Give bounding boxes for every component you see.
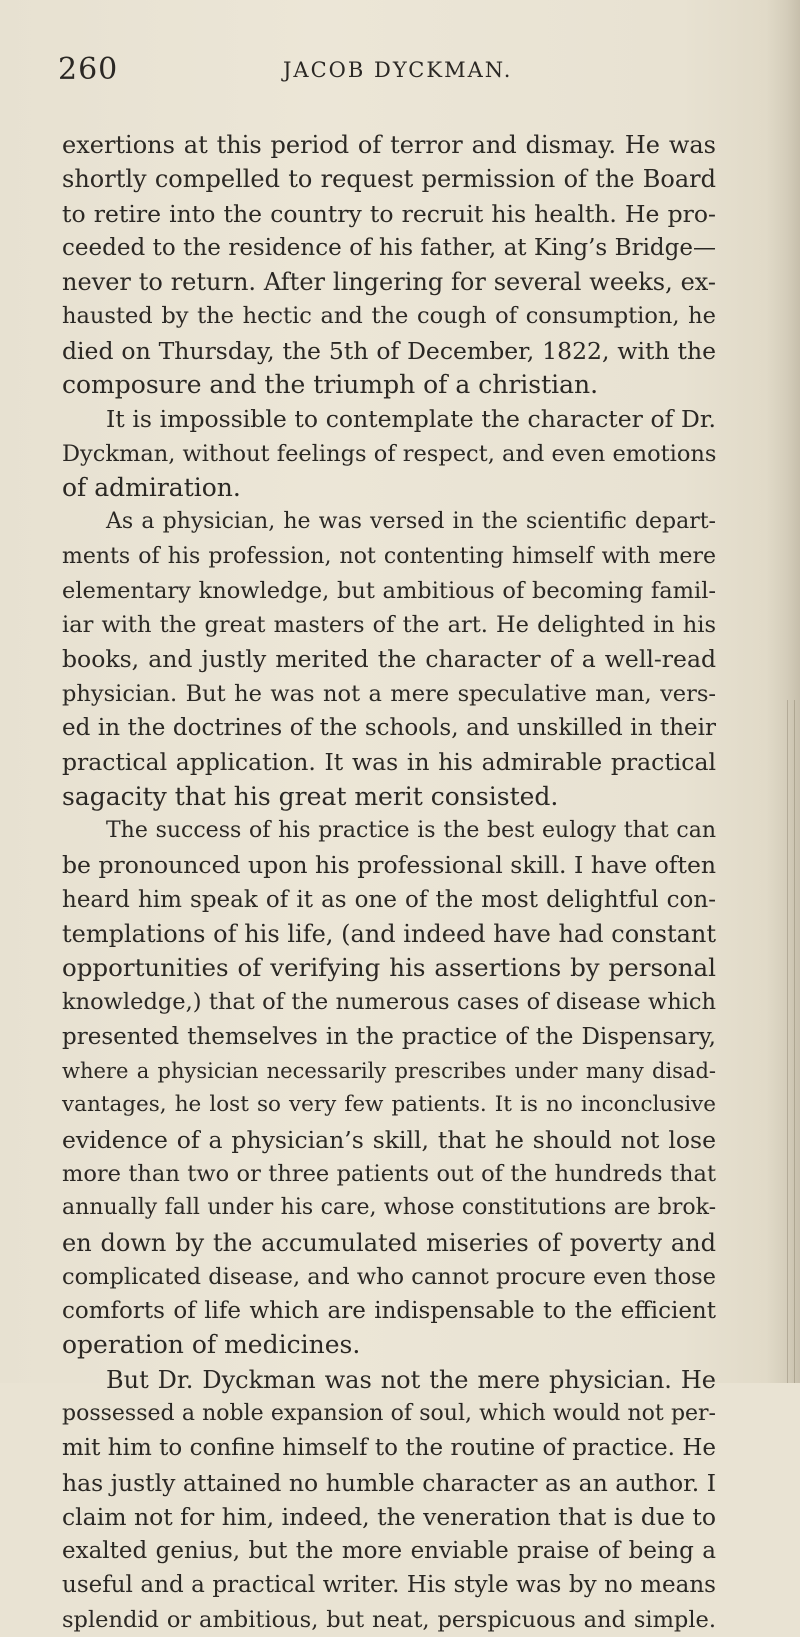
text-line: templations of his life, (and indeed have had constant [62, 919, 716, 948]
text-line: complicated disease, and who cannot procure even those [62, 1263, 716, 1290]
text-line: shortly compelled to request permission of the Board [62, 165, 716, 194]
text-line: practical application. It was in his admirable practical [62, 748, 716, 777]
page-edge-line [787, 700, 788, 1383]
text-line: annually fall under his care, whose constitutions are brok- [62, 1195, 716, 1221]
text-line: died on Thursday, the 5th of December, 1822, with the [62, 336, 716, 365]
text-line: exalted genius, but the more enviable praise of being a [62, 1538, 716, 1565]
text-line: hausted by the hectic and the cough of consumption, he [62, 303, 716, 330]
text-line: comforts of life which are indispensable to the efficient [62, 1298, 716, 1325]
text-line: Dyckman, without feelings of respect, and even emotions [62, 440, 717, 467]
text-line: physician. But he was not a mere speculative man, vers- [62, 680, 716, 707]
text-line: exertions at this period of terror and dismay. He was [62, 131, 716, 159]
text-line: knowledge,) that of the numerous cases of disease which [62, 989, 716, 1016]
running-head: JACOB DYCKMAN. [283, 58, 513, 82]
text-line: sagacity that his great merit consisted. [62, 781, 559, 811]
text-line: But Dr. Dyckman was not the mere physician. He [106, 1365, 716, 1394]
page-header [58, 52, 712, 92]
text-line: has justly attained no humble character as an author. I [62, 1468, 716, 1497]
text-line: composure and the triumph of a christian. [62, 370, 599, 400]
text-line: claim not for him, indeed, the veneration that is due to [62, 1502, 716, 1531]
text-line: opportunities of verifying his assertions by personal [62, 953, 716, 983]
text-line: of admiration. [62, 472, 241, 502]
text-line: en down by the accumulated miseries of poverty and [62, 1228, 716, 1257]
text-line: ceeded to the residence of his father, at King’s Bridge— [62, 234, 716, 261]
text-line: vantages, he lost so very few patients. It is no inconclusive [62, 1092, 716, 1118]
body-text [62, 128, 716, 1637]
page-edge-line [794, 700, 795, 1383]
text-line: books, and justly merited the character of a well-read [62, 645, 716, 674]
text-line: useful and a practical writer. His style was by no means [62, 1572, 716, 1599]
page-number: 260 [58, 52, 119, 87]
text-line: operation of medicines. [62, 1330, 361, 1360]
text-line: where a physician necessarily prescribes under many disad- [62, 1059, 716, 1084]
text-line: elementary knowledge, but ambitious of becoming famil- [62, 577, 716, 604]
text-line: never to return. After lingering for several weeks, ex- [62, 268, 716, 297]
text-line: heard him speak of it as one of the most delightful con- [62, 886, 716, 913]
text-line: As a physician, he was versed in the scientific depart- [106, 509, 716, 535]
text-line: more than two or three patients out of the hundreds that [62, 1160, 716, 1187]
text-line: to retire into the country to recruit his health. He pro- [62, 199, 716, 228]
text-line: The success of his practice is the best eulogy that can [106, 817, 716, 843]
text-line: mit him to confine himself to the routine of practice. He [62, 1435, 716, 1462]
text-line: evidence of a physician’s skill, that he should not lose [62, 1125, 716, 1154]
text-line: ments of his profession, not contenting himself with mere [62, 543, 716, 569]
text-line: splendid or ambitious, but neat, perspicuous and simple. [62, 1606, 716, 1633]
text-line: possessed a noble expansion of soul, which would not per- [62, 1400, 716, 1426]
text-line: presented themselves in the practice of the Dispensary, [62, 1023, 716, 1050]
text-line: be pronounced upon his professional skill. I have often [62, 851, 716, 880]
text-line: ed in the doctrines of the schools, and unskilled in their [62, 715, 716, 742]
text-line: iar with the great masters of the art. He delighted in his [62, 612, 716, 639]
text-line: It is impossible to contemplate the character of Dr. [106, 405, 716, 434]
